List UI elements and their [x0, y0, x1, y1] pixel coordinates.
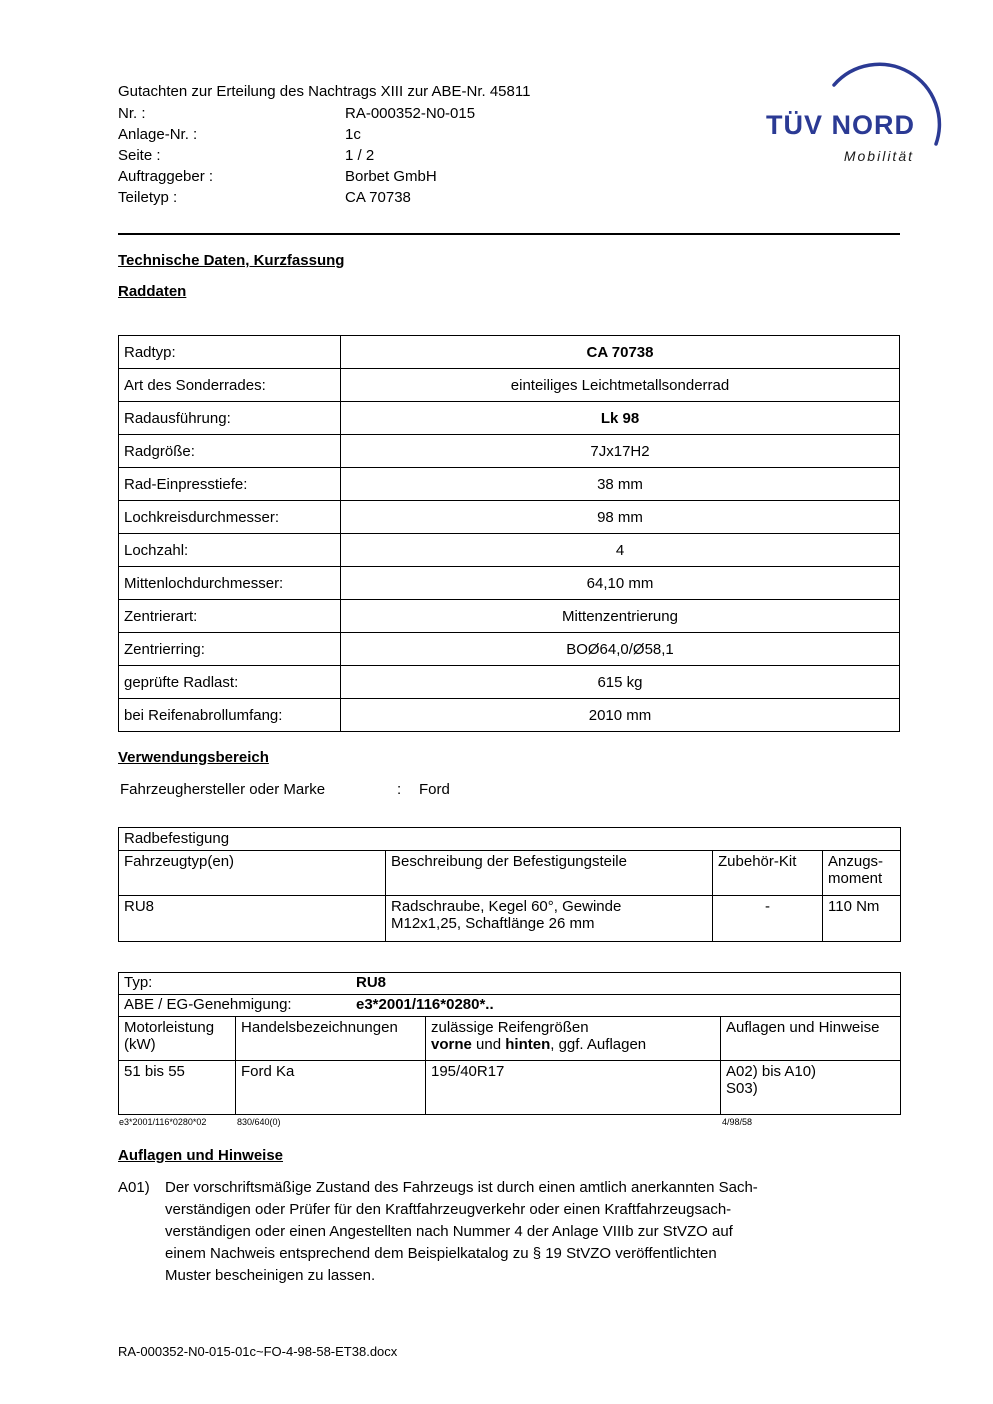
raddaten-label: Lochkreisdurchmesser:: [119, 501, 341, 534]
footnote: 830/640(0): [237, 1117, 281, 1127]
reifen-hinten: hinten: [505, 1036, 551, 1053]
zubehoer-kit-cell: -: [713, 896, 823, 942]
raddaten-label: Rad-Einpresstiefe:: [119, 468, 341, 501]
auflage-a01: [118, 1177, 900, 1287]
table-row: [119, 699, 900, 732]
auflagen-cell: [721, 1061, 901, 1115]
raddaten-label: Radtyp:: [119, 336, 341, 369]
fahrzeughersteller-line: [118, 779, 900, 800]
fahrzeugtyp-cell: RU8: [119, 896, 386, 942]
table-title-row: [119, 828, 901, 851]
column-header: Fahrzeugtyp(en): [119, 851, 386, 896]
raddaten-value: BOØ64,0/Ø58,1: [341, 633, 900, 666]
hersteller-value: Ford: [419, 781, 450, 798]
raddaten-label: Radausführung:: [119, 402, 341, 435]
beschreibung-line: M12x1,25, Schaftlänge 26 mm: [391, 915, 595, 932]
field-label: Anlage-Nr. :: [118, 126, 198, 143]
table-header-row: [119, 851, 901, 896]
table-row: [119, 567, 900, 600]
field-label: Seite :: [118, 147, 161, 164]
column-header-auflagen: Auflagen und Hinweise: [721, 1017, 901, 1061]
table-row: [119, 1061, 901, 1115]
auflage-code: A01): [118, 1179, 150, 1196]
table-row: [119, 666, 900, 699]
auflage-text-line: einem Nachweis entsprechend dem Beispielkatalog zu § 19 StVZO veröffentlichten: [165, 1245, 717, 1262]
auflage-text-line: Muster bescheinigen zu lassen.: [165, 1267, 376, 1284]
raddaten-value: 2010 mm: [341, 699, 900, 732]
table-footnotes: [118, 1117, 900, 1131]
motorleistung-cell: 51 bis 55: [119, 1061, 236, 1115]
raddaten-value: 7Jx17H2: [341, 435, 900, 468]
beschreibung-cell: [386, 896, 713, 942]
field-label: Auftraggeber :: [118, 168, 214, 185]
auflage-text-line: verständigen oder einen Angestellten nach Nummer 4 der Anlage VIIIb zur StVZO auf: [165, 1223, 733, 1240]
raddaten-value: 615 kg: [341, 666, 900, 699]
header-line: [431, 1036, 715, 1053]
footnote: e3*2001/116*0280*02: [119, 1117, 207, 1127]
auflage-text-line: verständigen oder Prüfer für den Kraftfahrzeugverkehr oder einen Kraftfahrzeugsach-: [165, 1201, 732, 1218]
logo-subtitle-text: Mobilität: [843, 148, 914, 164]
field-value: 1c: [345, 126, 361, 143]
raddaten-value: 4: [341, 534, 900, 567]
logo-brand-text: TÜV NORD: [766, 110, 915, 140]
raddaten-label: geprüfte Radlast:: [119, 666, 341, 699]
abe-row: [119, 995, 901, 1017]
raddaten-value: 98 mm: [341, 501, 900, 534]
heading-raddaten: Raddaten: [118, 283, 187, 300]
column-header: Beschreibung der Befestigungsteile: [386, 851, 713, 896]
header-line: (kW): [124, 1036, 156, 1053]
document-title: Gutachten zur Erteilung des Nachtrags XIII zur ABE-Nr. 45811: [118, 83, 531, 100]
raddaten-label: Lochzahl:: [119, 534, 341, 567]
table-row: [119, 402, 900, 435]
table-row: [119, 633, 900, 666]
raddaten-value: CA 70738: [341, 336, 900, 369]
footnote: 4/98/58: [722, 1117, 753, 1127]
raddaten-label: Art des Sonderrades:: [119, 369, 341, 402]
header-divider: [118, 233, 900, 235]
typ-cell: [119, 973, 901, 995]
column-header-motorleistung: [119, 1017, 236, 1061]
beschreibung-line: Radschraube, Kegel 60°, Gewinde: [391, 898, 622, 915]
table-row: [119, 435, 900, 468]
heading-technische-daten: Technische Daten, Kurzfassung: [118, 252, 345, 269]
heading-auflagen-hinweise: Auflagen und Hinweise: [118, 1147, 284, 1164]
table-row: [119, 534, 900, 567]
raddaten-value: 64,10 mm: [341, 567, 900, 600]
field-label: Nr. :: [118, 105, 146, 122]
reifengroesse-cell: 195/40R17: [426, 1061, 721, 1115]
auflage-text: [165, 1177, 900, 1287]
tuv-nord-logo: [752, 52, 944, 172]
column-header-reifengroessen: [426, 1017, 721, 1061]
radbefestigung-table: [118, 827, 901, 942]
column-header-handelsbezeichnungen: Handelsbezeichnungen: [236, 1017, 426, 1061]
typ-value: RU8: [356, 974, 387, 991]
raddaten-value: Lk 98: [341, 402, 900, 435]
reifen-vorne: vorne: [431, 1036, 472, 1053]
header-field-teiletyp: [118, 187, 900, 208]
handelsbezeichnung-cell: Ford Ka: [236, 1061, 426, 1115]
reifen-rest: , ggf. Auflagen: [550, 1036, 647, 1053]
footer-filename: RA-000352-N0-015-01c~FO-4-98-58-ET38.docx: [118, 1344, 398, 1359]
hersteller-label: Fahrzeughersteller oder Marke: [120, 781, 326, 798]
raddaten-value: einteiliges Leichtmetallsonderrad: [341, 369, 900, 402]
auflagen-line: A02) bis A10): [726, 1063, 817, 1080]
typ-genehmigung-table: [118, 972, 901, 1115]
auflagen-line: S03): [726, 1080, 758, 1097]
column-header: Zubehör-Kit: [713, 851, 823, 896]
anzugsmoment-cell: 110 Nm: [823, 896, 901, 942]
raddaten-label: bei Reifenabrollumfang:: [119, 699, 341, 732]
typ-label: Typ:: [124, 974, 153, 991]
table-row: [119, 896, 901, 942]
table-row: [119, 336, 900, 369]
table-row: [119, 600, 900, 633]
raddaten-table: [118, 335, 900, 732]
field-value: 1 / 2: [345, 147, 375, 164]
header-line: zulässige Reifengrößen: [431, 1019, 589, 1036]
table-row: [119, 369, 900, 402]
reifen-und: und: [471, 1036, 506, 1053]
field-value: Borbet GmbH: [345, 168, 437, 185]
hersteller-colon: :: [397, 781, 402, 798]
typ-row: [119, 973, 901, 995]
raddaten-label: Mittenlochdurchmesser:: [119, 567, 341, 600]
abe-label: ABE / EG-Genehmigung:: [124, 996, 292, 1013]
abe-cell: [119, 995, 901, 1017]
raddaten-label: Zentrierring:: [119, 633, 341, 666]
field-value: CA 70738: [345, 189, 411, 206]
table-row: [119, 468, 900, 501]
abe-value: e3*2001/116*0280*..: [356, 996, 494, 1013]
field-value: RA-000352-N0-015: [345, 105, 476, 122]
table-row: [119, 501, 900, 534]
raddaten-label: Zentrierart:: [119, 600, 341, 633]
table-header-row: [119, 1017, 901, 1061]
raddaten-label: Radgröße:: [119, 435, 341, 468]
column-header: Anzugs-moment: [823, 851, 901, 896]
header-line: Motorleistung: [124, 1019, 215, 1036]
raddaten-value: 38 mm: [341, 468, 900, 501]
radbefestigung-title: Radbefestigung: [119, 828, 901, 851]
heading-verwendungsbereich: Verwendungsbereich: [118, 749, 269, 766]
raddaten-value: Mittenzentrierung: [341, 600, 900, 633]
field-label: Teiletyp :: [118, 189, 178, 206]
auflage-text-line: Der vorschriftsmäßige Zustand des Fahrzeugs ist durch einen amtlich anerkannten Sach-: [165, 1179, 758, 1196]
